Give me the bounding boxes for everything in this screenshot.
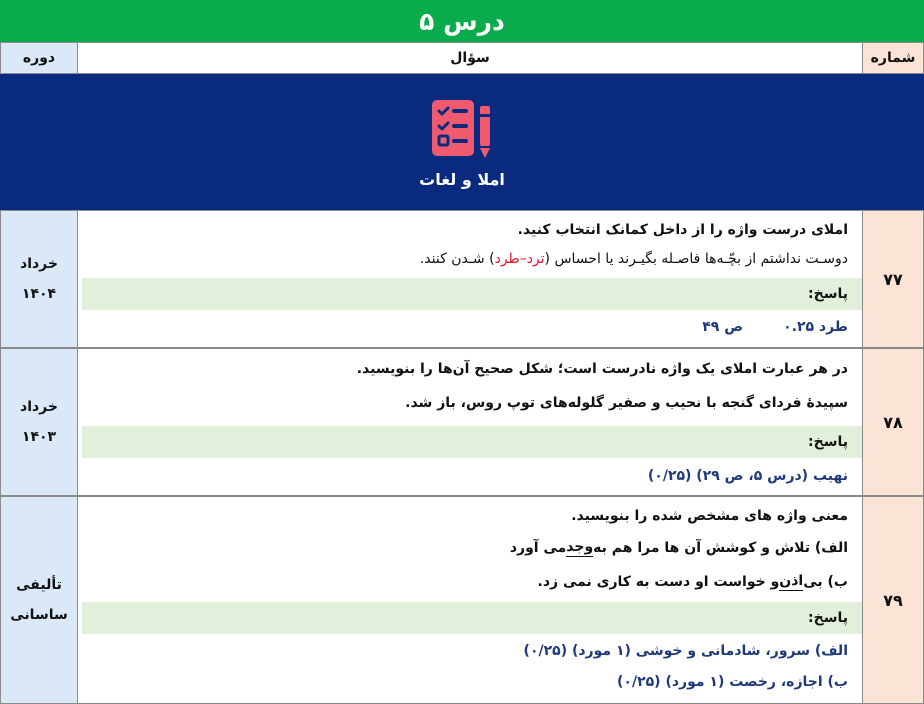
section-banner: [0, 74, 924, 210]
question-item-a: [78, 533, 862, 563]
answer-value: طرد ۰.۲۵: [783, 319, 848, 335]
question-row-77: [0, 210, 924, 348]
column-header-number: شماره: [862, 42, 924, 74]
question-sentence: سپیدهٔ فردای گنجه با نحیب و صفیر گلوله‌های توپ روس، باز شد.: [405, 395, 848, 411]
column-header-period: دوره: [0, 42, 78, 74]
question-number: ۷۷: [862, 210, 924, 348]
period-cell: [0, 210, 78, 348]
question-number: ۷۸: [862, 348, 924, 496]
highlighted-word: وجد: [566, 539, 594, 555]
period-author: ساسانی: [10, 607, 68, 623]
sentence-part: دوسـت نداشتم از بچّـه‌ها فاصـله بگیـرند یا احساس (: [544, 251, 848, 267]
period-month: خرداد: [20, 256, 58, 272]
question-instruction: املای درست واژه را از داخل کمانک انتخاب کنید.: [517, 222, 848, 238]
item-text: ب) بی: [803, 574, 848, 590]
answer-label: پاسخ:: [82, 426, 862, 458]
question-instruction: در هر عبارت املای یک واژه نادرست است؛ شکل صحیح آن‌ها را بنویسید.: [356, 361, 848, 377]
answer-text: [78, 312, 862, 342]
question-cell: [77, 210, 863, 348]
sentence-part: ) شـدن کنند.: [419, 251, 495, 267]
option-word: طرد: [494, 251, 520, 267]
question-cell: [77, 348, 863, 496]
answer-label: پاسخ:: [82, 278, 862, 310]
answer-label: پاسخ:: [82, 602, 862, 634]
period-cell: [0, 496, 78, 704]
lesson-title: درس ۵: [0, 0, 924, 42]
option-separator: –: [519, 251, 527, 267]
period-month: خرداد: [20, 399, 58, 415]
answer-page-ref: ص ۴۹: [702, 319, 744, 335]
question-instruction: معنی واژه های مشخص شده را بنویسید.: [571, 508, 848, 524]
item-text: الف) تلاش و کوشش آن ها مرا هم به: [593, 540, 848, 556]
option-word: ترد: [526, 251, 545, 267]
checklist-pencil-icon: [430, 96, 494, 160]
item-text: و خواست او دست به کاری نمی زد.: [537, 574, 780, 590]
question-row-78: [0, 348, 924, 496]
question-number: ۷۹: [862, 496, 924, 704]
item-text: می آورد: [509, 540, 567, 556]
answer-text-a: الف) سرور، شادمانی و خوشی (۱ مورد) (۰/۲۵): [523, 643, 848, 659]
highlighted-word: اذن: [779, 573, 804, 589]
question-sentence: [78, 244, 862, 274]
period-year: ۱۴۰۴: [21, 286, 57, 302]
answer-text: نهیب (درس ۵، ص ۲۹) (۰/۲۵): [647, 468, 848, 484]
period-cell: [0, 348, 78, 496]
period-source: تألیفی: [16, 577, 62, 593]
question-row-79: [0, 496, 924, 704]
section-title: املا و لغات: [419, 169, 505, 189]
period-year: ۱۴۰۳: [21, 429, 57, 445]
question-cell: [77, 496, 863, 704]
answer-text-b: ب) اجازه، رخصت (۱ مورد) (۰/۲۵): [617, 674, 848, 690]
question-item-b: [78, 567, 862, 597]
column-header-question: سؤال: [77, 42, 863, 74]
